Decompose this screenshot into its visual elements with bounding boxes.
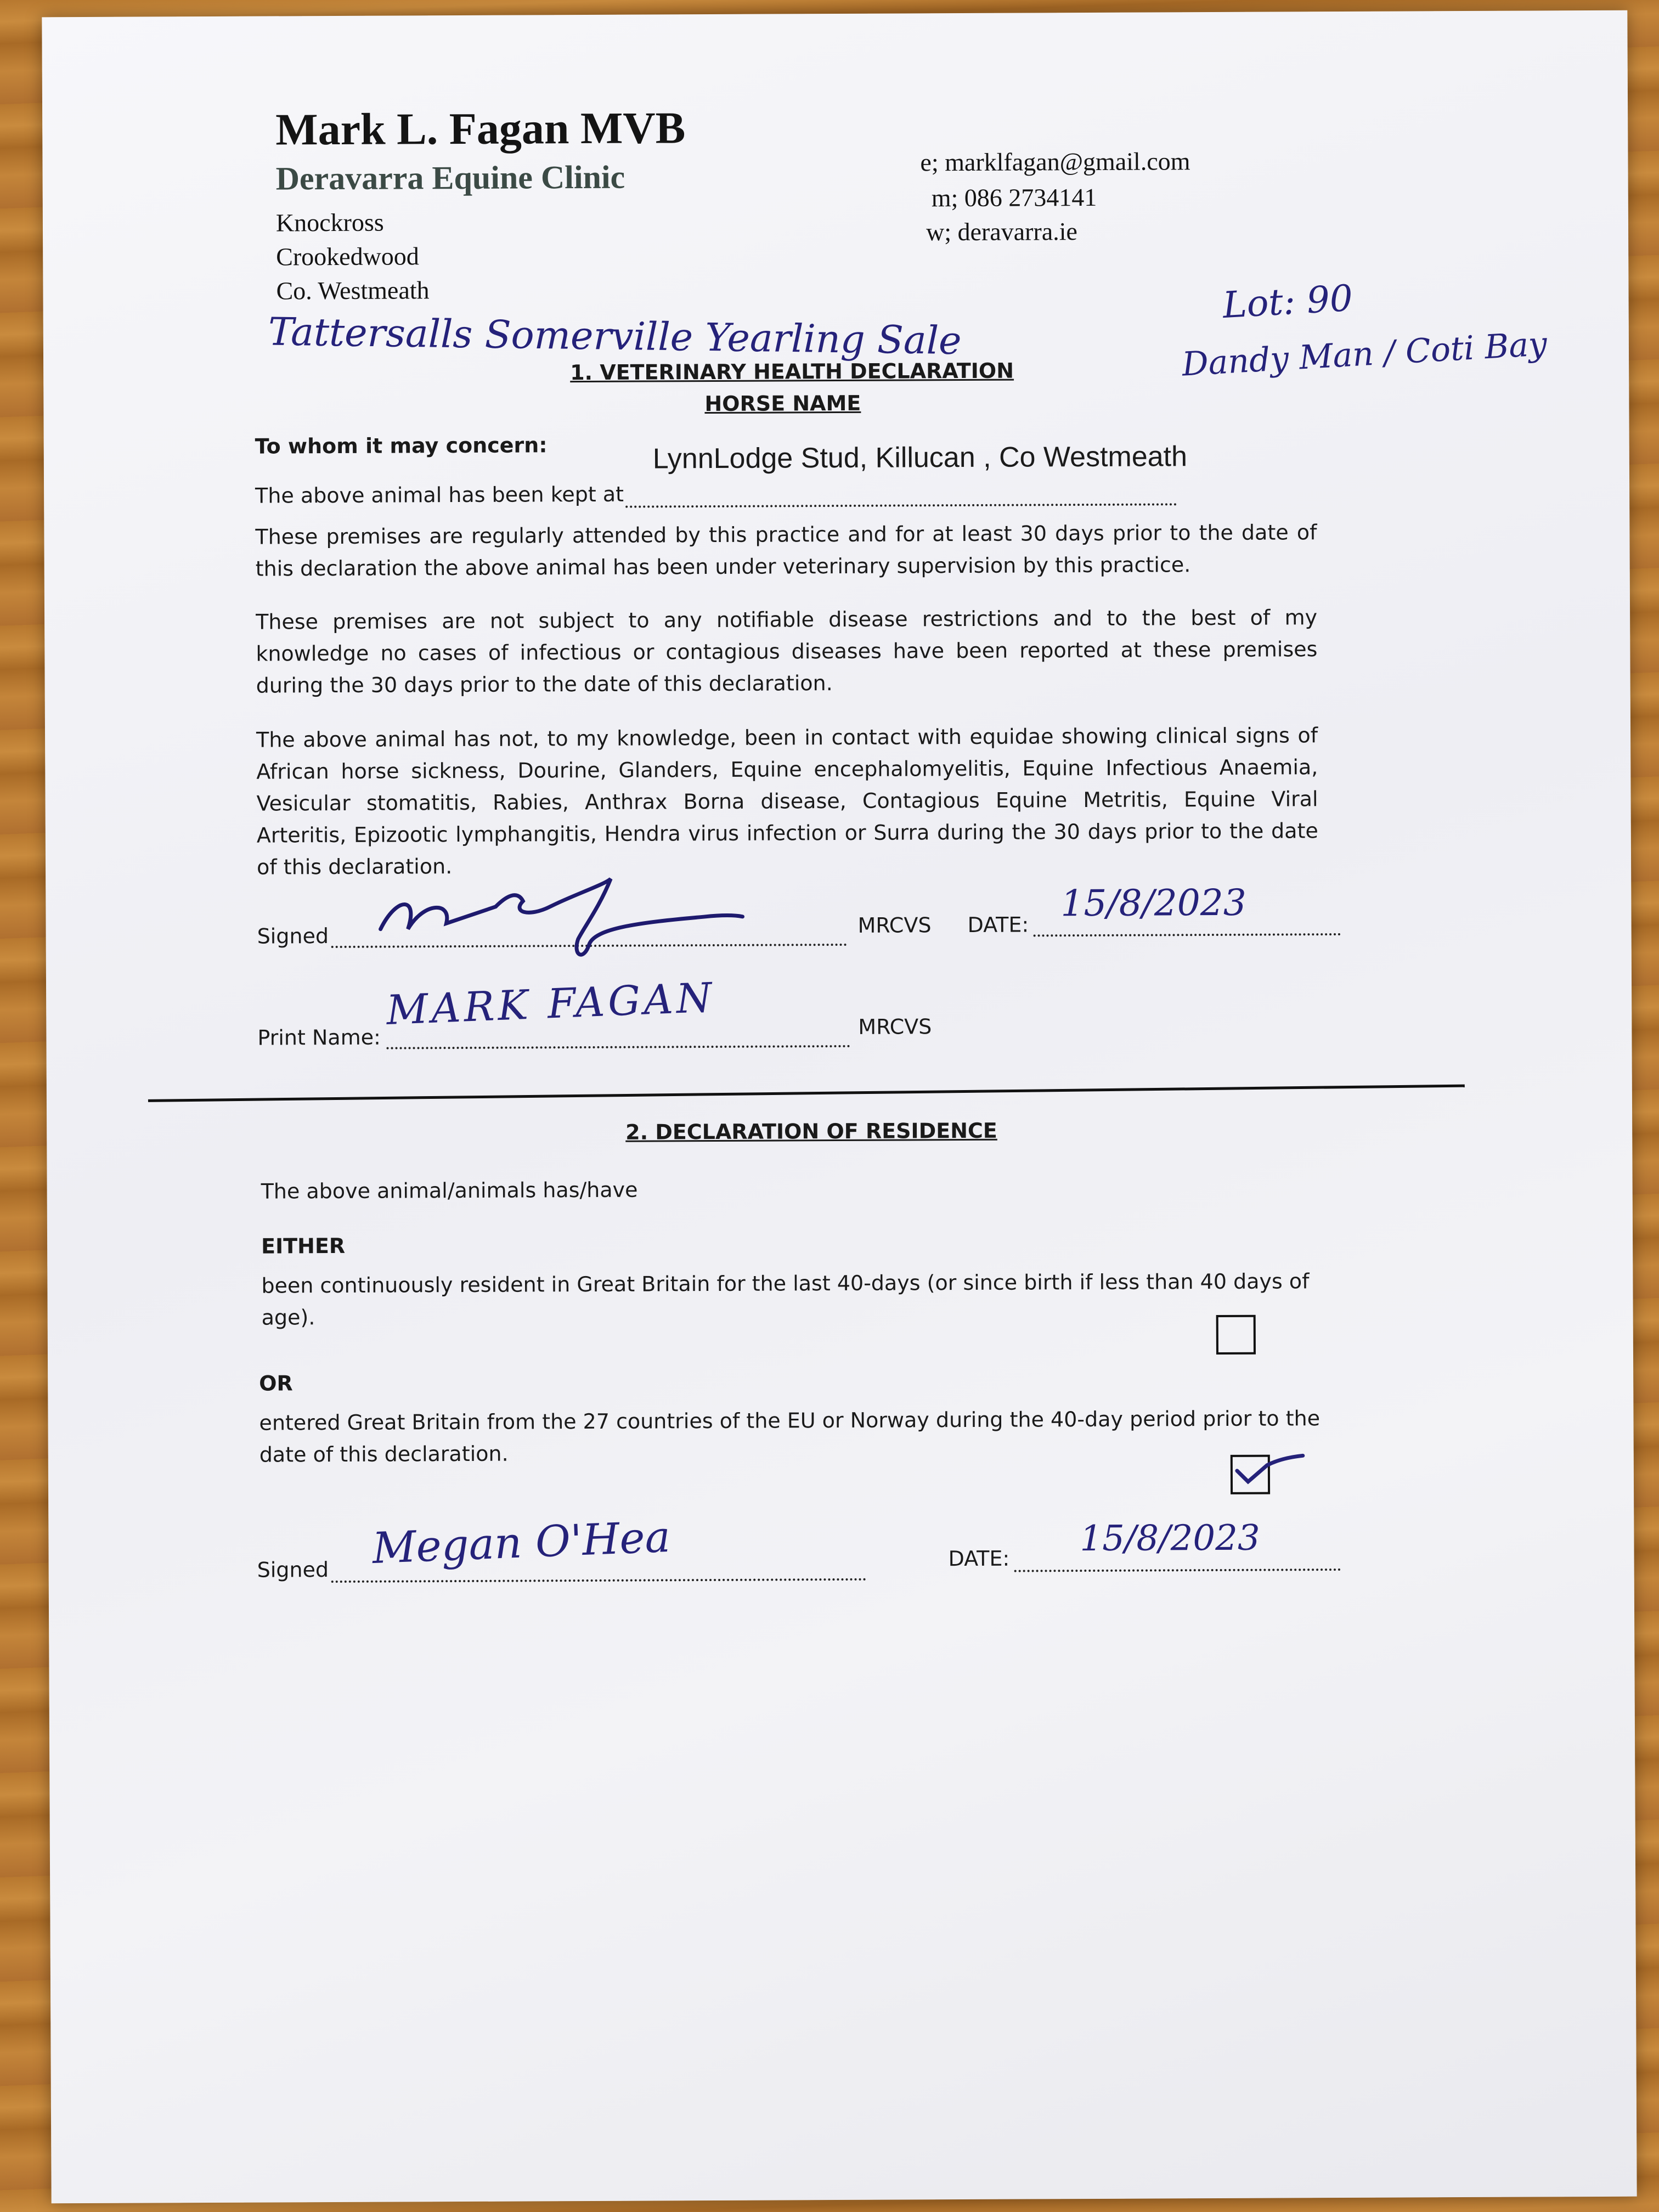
contact-web: w; deravarra.ie: [926, 217, 1077, 246]
option-entered-checkbox[interactable]: [1231, 1455, 1270, 1494]
print-name-value: MARK FAGAN: [385, 974, 716, 1035]
either-label: EITHER: [261, 1233, 346, 1259]
date-label-2: DATE:: [948, 1546, 1010, 1571]
checkmark-icon: [1226, 1440, 1303, 1490]
date-line-1: [1034, 933, 1341, 936]
option-resident-checkbox[interactable]: [1216, 1315, 1256, 1355]
address-line-2: Crookedwood: [276, 242, 419, 271]
mrcvs-label-2: MRCVS: [858, 1014, 932, 1039]
date-value-1: 15/8/2023: [1060, 881, 1246, 925]
or-label: OR: [259, 1371, 293, 1396]
section1-title: 1. VETERINARY HEALTH DECLARATION: [570, 358, 1014, 385]
vet-name: Mark L. Fagan MVB: [275, 103, 686, 155]
option-resident-text: been continuously resident in Great Britain for the last 40-days (or since birth if less than 40 days of age).: [261, 1269, 1310, 1330]
contact-email: e; marklfagan@gmail.com: [920, 147, 1190, 177]
signed-label-1: Signed: [257, 924, 329, 949]
residence-intro: The above animal/animals has/have: [261, 1177, 638, 1204]
greeting: To whom it may concern:: [255, 433, 548, 459]
option-entered-text: entered Great Britain from the 27 countries of the EU or Norway during the 40-day period prior to the date of this declaration.: [259, 1406, 1321, 1467]
handwritten-sale-name: Tattersalls Somerville Yearling Sale: [268, 309, 962, 364]
paragraph-no-restrictions: These premises are not subject to any notifiable disease restrictions and to the best of my knowledge no cases of infectious or contagious diseases have been reported at these premises during the 30 days prior to the date of this declaration.: [256, 605, 1318, 698]
date-value-2: 15/8/2023: [1080, 1517, 1260, 1560]
signature-line-2: [331, 1578, 866, 1583]
print-name-line: [387, 1045, 850, 1049]
mrcvs-label-1: MRCVS: [857, 913, 932, 938]
handwritten-lot-number: Lot: 90: [1221, 276, 1354, 327]
kept-at-label: The above animal has been kept at: [255, 482, 624, 508]
date-line-2: [1014, 1568, 1341, 1572]
paragraph-no-contact: The above animal has not, to my knowledge, been in contact with equidae showing clinical signs of African horse sickness, Dourine, Glanders, Equine encephalomyelitis, Equine Infectious Anaemia, Vesicular stomatitis, Rabies, Anthrax Borna disease, Contagious Equine Metritis, Equine Viral Arteritis, Epizootic lymphangitis, Hendra virus infection or Surra during the 30 days prior to the date of this declaration.: [256, 723, 1318, 879]
section-divider: [148, 1085, 1465, 1102]
clinic-name: Deravarra Equine Clinic: [275, 159, 625, 197]
vet-signature: [375, 862, 759, 973]
premises-value: LynnLodge Stud, Killucan , Co Westmeath: [652, 441, 1188, 475]
signed-label-2: Signed: [257, 1558, 329, 1582]
section1-subtitle: HORSE NAME: [704, 391, 861, 416]
print-name-label: Print Name:: [257, 1025, 381, 1050]
document-page: [42, 10, 1637, 2204]
handwritten-horse-breeding: Dandy Man / Coti Bay: [1181, 324, 1548, 384]
address-line-1: Knockross: [275, 208, 384, 237]
kept-at-line: [625, 503, 1177, 507]
contact-mobile: m; 086 2734141: [931, 183, 1097, 212]
owner-signature: Megan O'Hea: [371, 1512, 672, 1574]
address-line-3: Co. Westmeath: [276, 276, 430, 305]
section2-title: 2. DECLARATION OF RESIDENCE: [625, 1118, 997, 1144]
date-label-1: DATE:: [967, 912, 1029, 937]
paragraph-attendance: These premises are regularly attended by this practice and for at least 30 days prior to the date of this declaration the above animal has been under veterinary supervision by this practice.: [255, 520, 1317, 581]
